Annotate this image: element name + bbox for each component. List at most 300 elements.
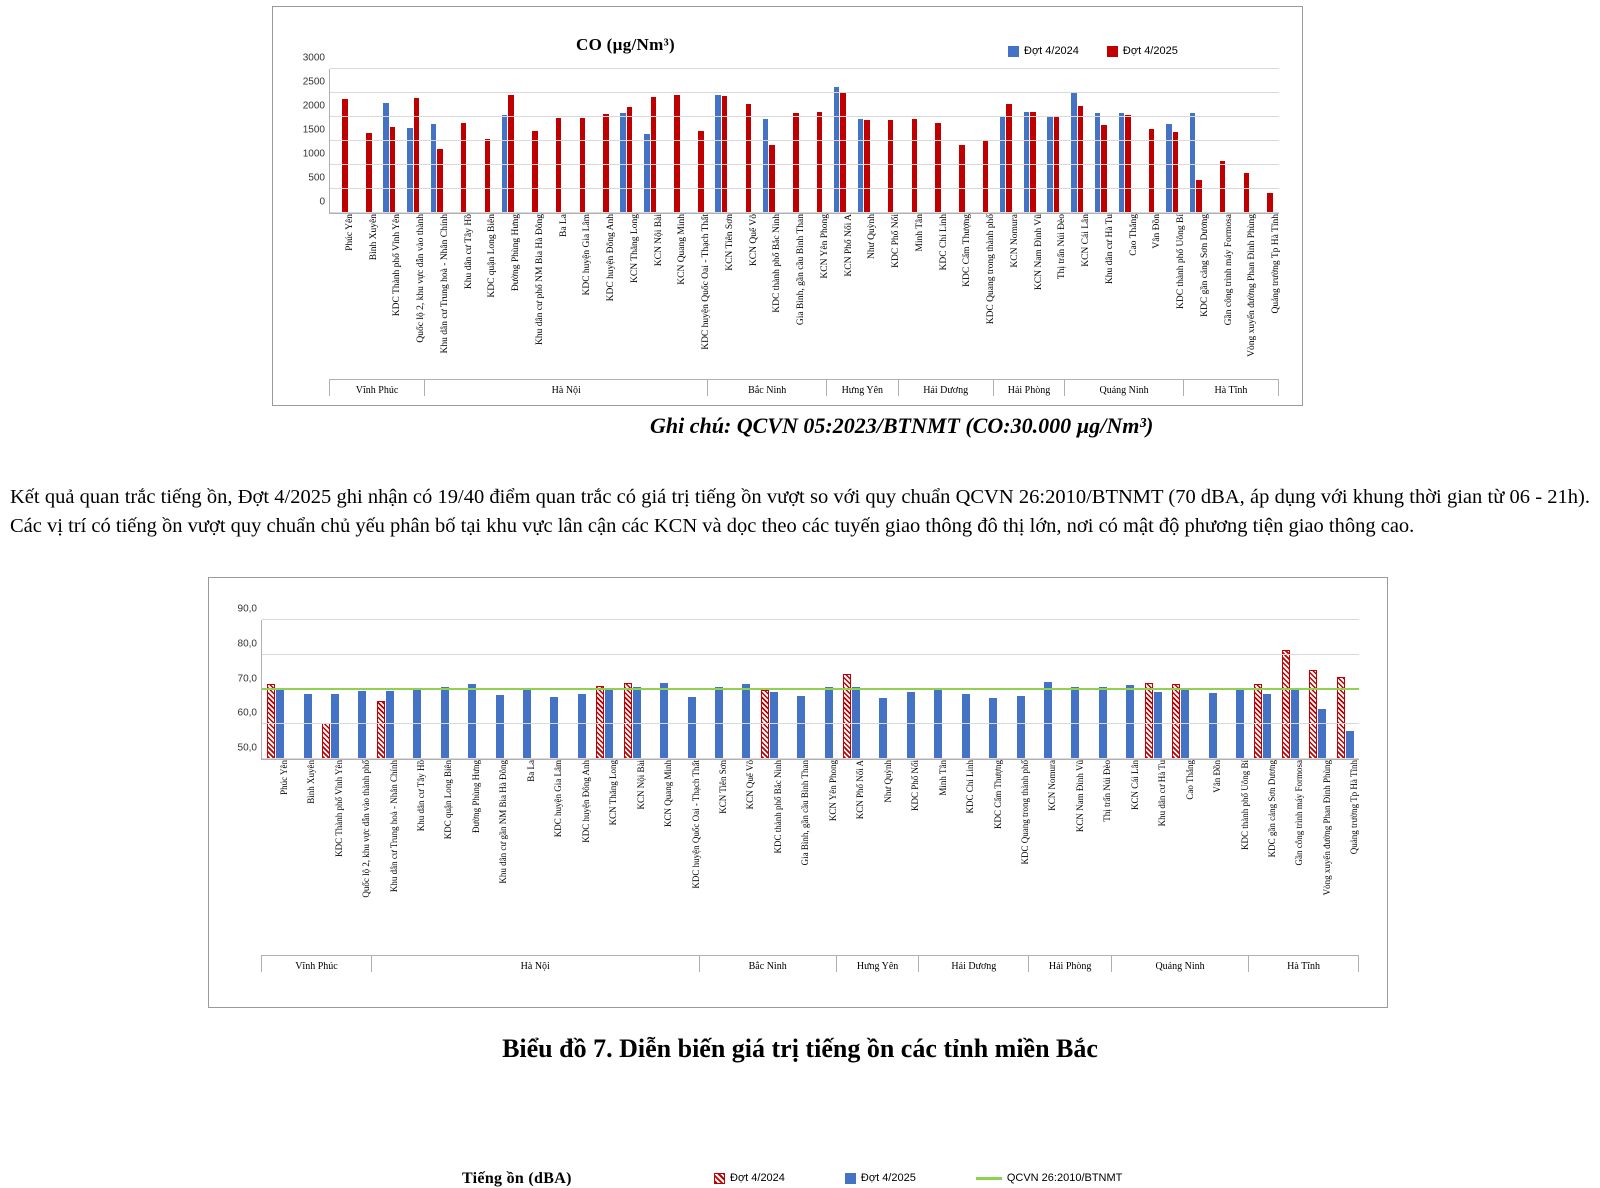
y-axis-tick-label: 60,0 xyxy=(237,707,257,719)
y-axis-tick-label: 500 xyxy=(308,172,325,184)
bar xyxy=(1346,731,1354,759)
bar xyxy=(322,723,330,759)
bar xyxy=(1209,693,1217,759)
category-label: Bình Xuyên xyxy=(306,760,317,804)
co-chart-note: Ghi chú: QCVN 05:2023/BTNMT (CO:30.000 µg/Nm³) xyxy=(650,413,1154,438)
bar xyxy=(1318,709,1326,759)
bar xyxy=(935,123,941,213)
bar xyxy=(644,134,650,213)
noise-province-groups xyxy=(261,955,1359,972)
bar xyxy=(532,131,538,213)
category-label: Khu dân cư Tây Hồ xyxy=(415,760,426,832)
bar-group xyxy=(923,69,947,213)
category-label: Phúc Yên xyxy=(344,214,355,251)
bar xyxy=(383,103,389,213)
bar xyxy=(1126,685,1134,759)
bar xyxy=(1024,112,1030,213)
bar-group xyxy=(1255,69,1279,213)
legend-item xyxy=(1008,45,1079,57)
bar xyxy=(660,683,668,759)
province-group-label: Hải Phòng xyxy=(994,380,1066,396)
bar-group xyxy=(591,69,615,213)
bar-group xyxy=(1331,620,1358,759)
bar xyxy=(366,133,372,213)
bar-group xyxy=(1208,69,1232,213)
bar-group xyxy=(330,69,354,213)
bar-group xyxy=(1160,69,1184,213)
bar-group xyxy=(615,69,639,213)
bar xyxy=(304,694,312,759)
bar xyxy=(858,119,864,213)
category-label: Quảng trường Tp Hà Tĩnh xyxy=(1271,214,1282,314)
category-label: KCN Thăng Long xyxy=(608,760,619,826)
bar xyxy=(983,141,989,213)
bar-group xyxy=(1231,69,1255,213)
province-group-label: Vĩnh Phúc xyxy=(329,380,425,396)
legend-color-swatch xyxy=(1107,46,1118,57)
category-label: Như Quỳnh xyxy=(867,214,878,259)
noise-chart-legend xyxy=(714,1172,1122,1184)
bar xyxy=(1149,129,1155,213)
bar-group xyxy=(401,69,425,213)
co-chart-container xyxy=(272,6,1303,406)
category-label: KDC Thành phố Vĩnh Yên xyxy=(392,214,403,317)
category-label: Quốc lộ 2, khu vực dẫn vào thành phố xyxy=(361,760,372,898)
category-label: KDC Phố Nối xyxy=(891,214,902,268)
gridline xyxy=(262,619,1359,620)
category-label: KCN Nam Đình Vũ xyxy=(1033,214,1044,291)
bar-group xyxy=(686,69,710,213)
category-label: Minh Tân xyxy=(937,760,948,796)
category-label: Cao Thắng xyxy=(1184,760,1195,800)
category-label: Gần công trình máy Formosa xyxy=(1294,760,1305,866)
category-label: Cao Thắng xyxy=(1128,214,1139,256)
gridline xyxy=(330,116,1279,117)
bar-group xyxy=(1194,620,1221,759)
bar-group xyxy=(733,69,757,213)
co-category-labels xyxy=(329,214,1282,379)
bar xyxy=(834,87,840,213)
category-label: KDC gần cảng Sơn Dương xyxy=(1199,214,1210,317)
co-chart-legend xyxy=(1008,45,1178,57)
category-label: KCN Quế Võ xyxy=(745,760,756,810)
bar xyxy=(989,698,997,759)
bar xyxy=(496,695,504,759)
bar xyxy=(1267,193,1273,213)
category-label: KCN Quế Võ xyxy=(748,214,759,267)
category-label: Ba La xyxy=(525,760,536,782)
category-label: Bình Xuyên xyxy=(368,214,379,261)
bar-group xyxy=(1222,620,1249,759)
bar xyxy=(1263,694,1271,759)
bar-group xyxy=(481,620,508,759)
bar-group xyxy=(427,620,454,759)
y-axis-tick-label: 70,0 xyxy=(237,673,257,684)
province-group-label: Hà Nội xyxy=(372,956,700,972)
province-group-label: Hải Phòng xyxy=(1029,956,1112,972)
bar-group xyxy=(449,69,473,213)
bar-group xyxy=(920,620,947,759)
bar xyxy=(1244,173,1250,213)
category-label: KDC huyện Gia Lâm xyxy=(553,760,564,838)
bar-group xyxy=(947,69,971,213)
gridline xyxy=(330,140,1279,141)
category-label: KCN Thăng Long xyxy=(629,214,640,283)
bar xyxy=(461,123,467,213)
bar xyxy=(797,696,805,759)
bar xyxy=(276,690,284,760)
province-group-label: Bắc Ninh xyxy=(700,956,837,972)
bar-group xyxy=(543,69,567,213)
category-label: Thị trấn Núi Đèo xyxy=(1102,760,1113,822)
bar xyxy=(1006,104,1012,213)
category-label: KDC huyện Quốc Oai - Thạch Thất xyxy=(690,760,701,889)
bar xyxy=(431,124,437,213)
bar xyxy=(959,145,965,213)
bar xyxy=(715,95,721,213)
province-group-label: Hà Tĩnh xyxy=(1184,380,1279,396)
bar xyxy=(763,119,769,213)
category-label: KDC thành phố Bắc Ninh xyxy=(772,214,783,313)
bar-group xyxy=(662,69,686,213)
category-label: KDC thành phố Uông Bí xyxy=(1239,760,1250,850)
bar-group xyxy=(1030,620,1057,759)
category-label: KDC huyện Quốc Oai - Thạch Thất xyxy=(701,214,712,350)
bar-group xyxy=(710,69,734,213)
category-label: KCN Nomura xyxy=(1047,760,1058,811)
bar-group xyxy=(1136,69,1160,213)
bar-group xyxy=(372,620,399,759)
category-label: Khu dân cư Trung hoà - Nhân Chính xyxy=(388,760,399,893)
bar-group xyxy=(1042,69,1066,213)
bar xyxy=(1190,113,1196,213)
bar xyxy=(1291,690,1299,759)
bar-group xyxy=(354,69,378,213)
figure-caption: Biểu đồ 7. Diễn biến giá trị tiếng ồn các tỉnh miền Bắc xyxy=(502,1034,1098,1063)
y-axis-tick-label: 90,0 xyxy=(237,603,257,615)
bar xyxy=(746,104,752,213)
bar-group xyxy=(1184,69,1208,213)
y-axis-tick-label: 2500 xyxy=(302,76,325,88)
bar-group xyxy=(893,620,920,759)
bar xyxy=(1044,682,1052,759)
category-label: Đường Phùng Hưng xyxy=(470,760,481,834)
bar xyxy=(761,690,769,760)
gridline xyxy=(330,68,1279,69)
bar xyxy=(864,120,870,213)
bar xyxy=(1071,93,1077,213)
legend-color-swatch xyxy=(845,1173,856,1184)
bar xyxy=(267,684,275,759)
co-bars xyxy=(330,69,1279,213)
bar-group xyxy=(701,620,728,759)
category-label: KDC huyện Đông Anh xyxy=(580,760,591,843)
category-label: KDC Quang trong thành phố xyxy=(986,214,997,325)
category-label: KCN Phố Nối A xyxy=(855,760,866,820)
category-label: Thị trấn Núi Đèo xyxy=(1057,214,1068,280)
bar xyxy=(907,692,915,759)
bar-group xyxy=(828,69,852,213)
category-label: Quảng trường Tp Hà Tĩnh xyxy=(1349,760,1360,855)
y-axis-tick-label: 50,0 xyxy=(237,742,257,754)
bar-group xyxy=(618,620,645,759)
legend-item xyxy=(1107,45,1178,57)
y-axis-tick-label: 2000 xyxy=(302,100,325,112)
category-label: Đường Phùng Hưng xyxy=(511,214,522,292)
bar-group xyxy=(1089,69,1113,213)
noise-chart-title: Tiếng ồn (dBA) xyxy=(462,1170,572,1187)
category-label: KDC huyện Gia Lâm xyxy=(582,214,593,296)
category-label: KCN Cái Lân xyxy=(1081,214,1092,267)
category-label: Quốc lộ 2, khu vực dẫn vào thành xyxy=(416,214,427,343)
bar-group xyxy=(781,69,805,213)
bar-group xyxy=(1057,620,1084,759)
bar-group xyxy=(1249,620,1276,759)
bar-group xyxy=(520,69,544,213)
category-label: Khu dân cư gần NM Bia Hà Đông xyxy=(498,760,509,884)
bar xyxy=(624,683,632,759)
category-label: Khu dân cư phố NM Bia Hà Đông xyxy=(534,214,545,346)
y-axis-tick-label: 80,0 xyxy=(237,638,257,650)
legend-label: Đợt 4/2024 xyxy=(730,1172,785,1184)
bar xyxy=(770,692,778,759)
category-label: KDC huyện Đông Anh xyxy=(606,214,617,302)
co-chart-title: CO (µg/Nm³) xyxy=(576,35,675,54)
bar xyxy=(698,131,704,213)
province-group-label: Bắc Ninh xyxy=(708,380,827,396)
bar-group xyxy=(783,620,810,759)
category-label: Minh Tân xyxy=(914,214,925,252)
bar xyxy=(1236,690,1244,760)
category-label: KCN Nam Đình Vũ xyxy=(1074,760,1085,833)
bar xyxy=(879,698,887,759)
bar xyxy=(1154,692,1162,759)
category-label: KDC Cẩm Thượng xyxy=(962,214,973,287)
bar xyxy=(377,701,385,759)
gridline xyxy=(262,654,1359,655)
category-label: Khu dân cư Hà Tu xyxy=(1157,760,1168,827)
y-axis-tick-label: 1000 xyxy=(302,148,325,160)
category-label: KCN Quang Minh xyxy=(677,214,688,285)
bar-group xyxy=(509,620,536,759)
bar-group xyxy=(289,620,316,759)
gridline xyxy=(330,92,1279,93)
bar xyxy=(888,120,894,213)
bar xyxy=(1196,180,1202,213)
category-label: KDC quận Long Biên xyxy=(443,760,454,840)
bar-group xyxy=(377,69,401,213)
bar xyxy=(1166,124,1172,213)
category-label: Ba La xyxy=(558,214,569,237)
legend-label: QCVN 26:2010/BTNMT xyxy=(1006,1172,1123,1184)
bar-group xyxy=(317,620,344,759)
category-label: Vân Đồn xyxy=(1212,760,1223,793)
category-label: KDC Thành phố Vĩnh Yên xyxy=(333,760,344,857)
bar-group xyxy=(865,620,892,759)
y-axis-tick-label: 1500 xyxy=(302,124,325,136)
bar-group xyxy=(638,69,662,213)
bar-group xyxy=(472,69,496,213)
category-label: KDC Chí Linh xyxy=(965,760,976,814)
bar-group xyxy=(1085,620,1112,759)
province-group-label: Hưng Yên xyxy=(837,956,920,972)
bar-group xyxy=(948,620,975,759)
bar-group xyxy=(1277,620,1304,759)
legend-item xyxy=(714,1172,785,1184)
bar-group xyxy=(564,620,591,759)
legend-label: Đợt 4/2025 xyxy=(860,1172,916,1184)
bar-group xyxy=(567,69,591,213)
legend-color-swatch xyxy=(1008,46,1019,57)
bar-group xyxy=(536,620,563,759)
bar xyxy=(578,694,586,759)
bar xyxy=(580,118,586,213)
bar-group xyxy=(646,620,673,759)
bar xyxy=(962,694,970,759)
category-label: KCN Tiên Sơn xyxy=(717,760,728,814)
province-group-label: Hải Dương xyxy=(919,956,1029,972)
gridline xyxy=(330,188,1279,189)
category-label: KCN Phố Nối A xyxy=(843,214,854,277)
bar-group xyxy=(673,620,700,759)
category-label: KDC quận Long Biên xyxy=(487,214,498,298)
gridline xyxy=(262,723,1359,724)
province-group-label: Hà Nội xyxy=(425,380,708,396)
co-province-groups xyxy=(329,379,1279,396)
category-label: Khu dân cư Hà Tu xyxy=(1104,214,1115,285)
bar xyxy=(437,149,443,213)
bar-group xyxy=(994,69,1018,213)
legend-color-swatch xyxy=(714,1173,725,1184)
bar-group xyxy=(810,620,837,759)
province-group-label: Hải Dương xyxy=(899,380,994,396)
bar-group xyxy=(1112,620,1139,759)
bar-group xyxy=(344,620,371,759)
bar xyxy=(358,691,366,759)
bar-group xyxy=(1113,69,1137,213)
bar xyxy=(386,691,394,759)
category-label: Phúc Yên xyxy=(278,760,289,795)
bar xyxy=(1017,696,1025,759)
bar-group xyxy=(876,69,900,213)
category-label: KCN Tiên Sơn xyxy=(724,214,735,271)
bar-group xyxy=(1304,620,1331,759)
category-label: KDC Chí Linh xyxy=(938,214,949,271)
bar xyxy=(674,95,680,213)
bar xyxy=(556,118,562,213)
category-label: Vòng xuyến đường Phan Đình Phùng xyxy=(1247,214,1258,357)
province-group-label: Hà Tĩnh xyxy=(1249,956,1359,972)
bar xyxy=(468,684,476,759)
y-axis-tick-label: 0 xyxy=(319,196,325,208)
category-label: KCN Yên Phong xyxy=(819,214,830,279)
bar xyxy=(605,690,613,760)
category-label: Như Quỳnh xyxy=(882,760,893,803)
bar xyxy=(1220,161,1226,213)
bar-group xyxy=(899,69,923,213)
bar xyxy=(1101,125,1107,213)
bar-group xyxy=(262,620,289,759)
bar-group xyxy=(1167,620,1194,759)
legend-label: Đợt 4/2024 xyxy=(1024,45,1079,57)
category-label: Gia Bình, gần cầu Bình Than xyxy=(800,760,811,866)
bar xyxy=(1145,683,1153,759)
bar xyxy=(1030,112,1036,213)
bar xyxy=(769,145,775,213)
bar xyxy=(722,96,728,213)
category-label: KDC Quang trong thành phố xyxy=(1019,760,1030,865)
province-group-label: Hưng Yên xyxy=(827,380,899,396)
bar-group xyxy=(1140,620,1167,759)
category-label: KCN Quang Minh xyxy=(663,760,674,827)
bar xyxy=(1254,684,1262,759)
category-label: Gần công trình máy Formosa xyxy=(1223,214,1234,326)
bar-group xyxy=(838,620,865,759)
category-label: KDC thành phố Uông Bí xyxy=(1176,214,1187,309)
bar-group xyxy=(591,620,618,759)
category-label: KCN Yên Phong xyxy=(827,760,838,822)
bar xyxy=(550,697,558,759)
bar-group xyxy=(804,69,828,213)
bar-group xyxy=(1065,69,1089,213)
province-group-label: Quảng Ninh xyxy=(1112,956,1249,972)
bar-group xyxy=(425,69,449,213)
category-label: KCN Nomura xyxy=(1009,214,1020,268)
category-label: Gia Bình, gần cầu Bình Than xyxy=(796,214,807,326)
noise-plot-area xyxy=(237,603,1359,760)
bar-group xyxy=(852,69,876,213)
bar xyxy=(508,95,514,213)
category-label: KDC gần cảng Sơn Dương xyxy=(1267,760,1278,858)
bar-group xyxy=(756,620,783,759)
bar-group xyxy=(970,69,994,213)
bar-group xyxy=(757,69,781,213)
bar-group xyxy=(1002,620,1029,759)
bar xyxy=(651,97,657,213)
co-plot-area xyxy=(302,52,1279,214)
category-label: KCN Nội Bài xyxy=(635,760,646,810)
gridline xyxy=(330,164,1279,165)
legend-line-swatch xyxy=(976,1177,1002,1180)
bar xyxy=(840,93,846,213)
bar xyxy=(1173,132,1179,213)
bar xyxy=(1337,677,1345,759)
bar-group xyxy=(728,620,755,759)
bar xyxy=(817,112,823,213)
category-label: Khu dân cư Trung hoà - Nhân Chính xyxy=(439,214,450,354)
category-label: KCN Cái Lân xyxy=(1129,760,1140,810)
bar xyxy=(1282,650,1290,759)
bar xyxy=(1078,106,1084,213)
bar-group xyxy=(1018,69,1042,213)
bar xyxy=(1172,684,1180,759)
legend-item xyxy=(845,1172,916,1184)
bar-group xyxy=(454,620,481,759)
category-label: Khu dân cư Tây Hồ xyxy=(463,214,474,290)
category-label: KDC thành phố Bắc Ninh xyxy=(772,760,783,854)
category-label: KDC Phố Nối xyxy=(910,760,921,812)
bar xyxy=(688,697,696,759)
bar xyxy=(1309,670,1317,759)
noise-category-labels xyxy=(261,760,1359,955)
threshold-line xyxy=(262,688,1359,690)
legend-label: Đợt 4/2025 xyxy=(1122,45,1178,57)
category-label: KDC Cẩm Thượng xyxy=(992,760,1003,829)
bar xyxy=(627,107,633,213)
bar-group xyxy=(975,620,1002,759)
bar-group xyxy=(399,620,426,759)
category-label: Vân Đồn xyxy=(1152,214,1163,249)
